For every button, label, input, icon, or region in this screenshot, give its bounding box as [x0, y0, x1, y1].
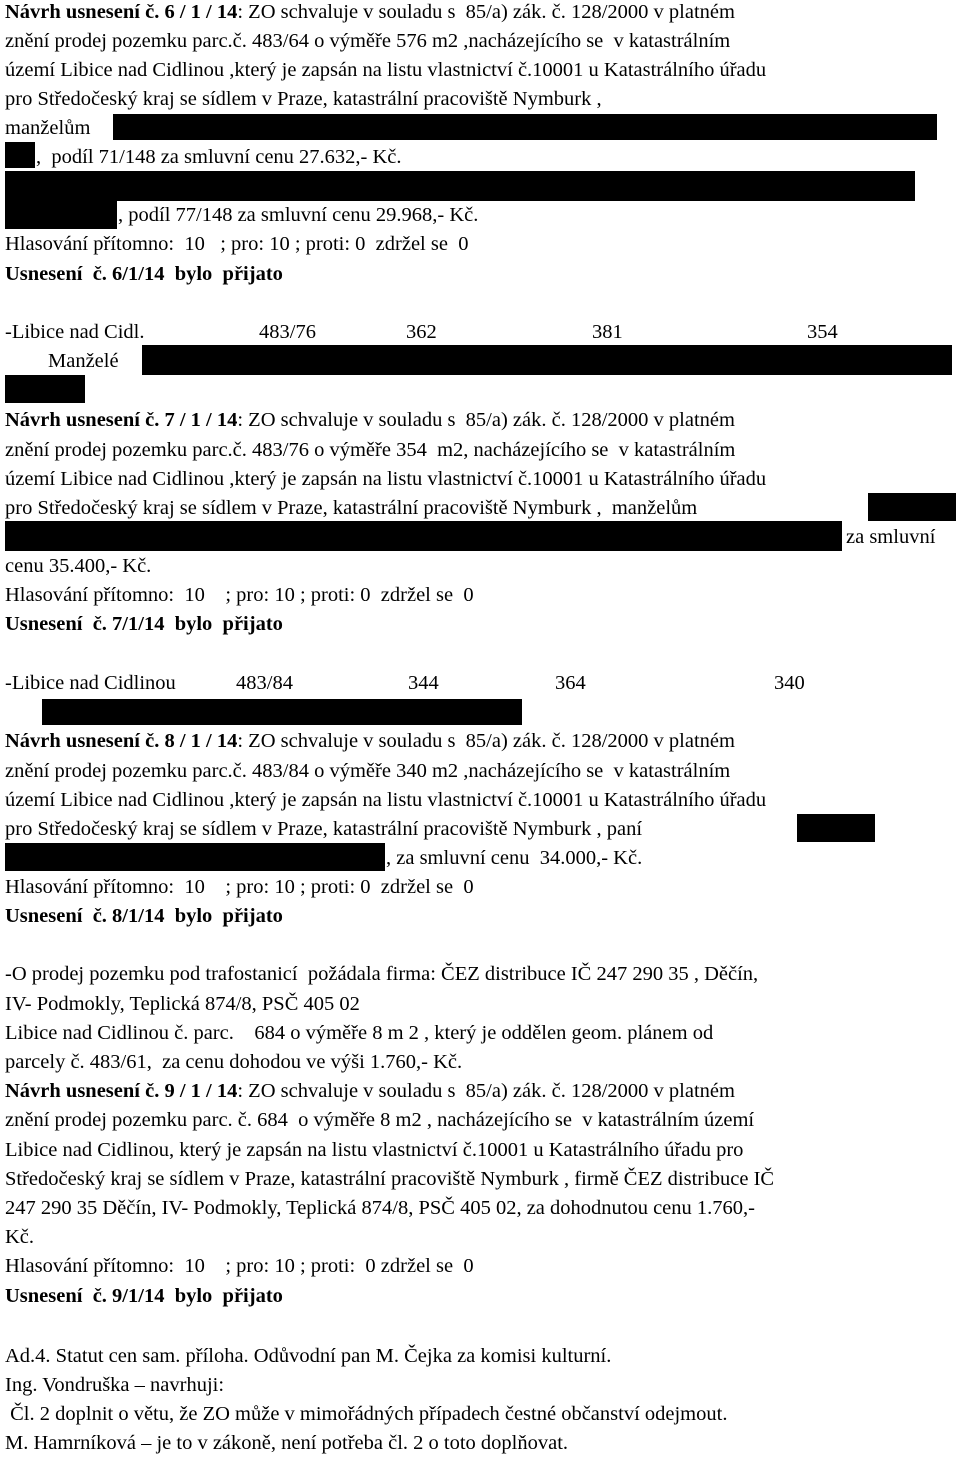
resolution-6-share-1: , podíl 71/148 za smluvní cenu 27.632,- Kč. [36, 146, 402, 168]
redacted-name [797, 814, 875, 842]
resolution-7-label: Návrh usnesení č. 7 / 1 / 14 [5, 409, 238, 431]
resolution-7-price-label: za smluvní [846, 526, 936, 548]
resolution-6-line: pro Středočeský kraj se sídlem v Praze, katastrální pracoviště Nymburk , [5, 88, 602, 110]
resolution-8-line: znění prodej pozemku parc.č. 483/84 o výměře 340 m2 ,nacházejícího se v katastrálním [5, 760, 731, 782]
agenda-item-4-line: Čl. 2 doplnit o větu, že ZO může v mimořádných případech čestné občanství odejmout. [5, 1403, 728, 1425]
redacted-name [868, 493, 956, 521]
redacted-name [42, 699, 522, 725]
cez-request-line: IV- Podmokly, Teplická 874/8, PSČ 405 02 [5, 993, 360, 1015]
agenda-item-4-line: Ing. Vondruška – navrhuji: [5, 1374, 225, 1396]
resolution-9-line: znění prodej pozemku parc. č. 684 o výměře 8 m2 , nacházejícího se v katastrálním území [5, 1109, 755, 1131]
cez-request-line: -O prodej pozemku pod trafostanicí požádala firma: ČEZ distribuce IČ 247 290 35 , Děčín, [5, 963, 759, 985]
resolution-6-result: Usnesení č. 6/1/14 bylo přijato [5, 263, 283, 285]
parcel-row-84-name: -Libice nad Cidlinou [5, 672, 176, 694]
redacted-name [5, 142, 35, 168]
cez-request-line: parcely č. 483/61, za cenu dohodou ve výši 1.760,- Kč. [5, 1051, 463, 1073]
redacted-name [5, 171, 915, 201]
vote-line-8: Hlasování přítomno: 10 ; pro: 10 ; proti: 0 zdržel se 0 [5, 876, 474, 898]
resolution-7-title: Návrh usnesení č. 7 / 1 / 14: ZO schvaluje v souladu s 85/a) zák. č. 128/2000 v platném [5, 409, 735, 431]
resolution-9-label: Návrh usnesení č. 9 / 1 / 14 [5, 1080, 238, 1102]
resolution-8-line: pro Středočeský kraj se sídlem v Praze, katastrální pracoviště Nymburk , paní [5, 818, 643, 840]
resolution-6-label: Návrh usnesení č. 6 / 1 / 14 [5, 1, 238, 23]
resolution-6-line: manželům [5, 117, 91, 139]
resolution-8-line: území Libice nad Cidlinou ,který je zapsán na listu vlastnictví č.10001 u Katastrálního úřadu [5, 789, 767, 811]
resolution-8-price: , za smluvní cenu 34.000,- Kč. [386, 847, 643, 869]
agenda-item-4: Ad.4. Statut cen sam. příloha. Odůvodní pan M. Čejka za komisi kulturní. [5, 1345, 612, 1367]
resolution-9-line: Libice nad Cidlinou, který je zapsán na listu vlastnictví č.10001 u Katastrálního úřadu pro [5, 1139, 744, 1161]
cez-request-line: Libice nad Cidlinou č. parc. 684 o výměře 8 m 2 , který je oddělen geom. plánem od [5, 1022, 714, 1044]
resolution-8-result: Usnesení č. 8/1/14 bylo přijato [5, 905, 283, 927]
parcel-row-76-c1: 362 [406, 321, 437, 343]
parcel-row-76-c2: 381 [592, 321, 623, 343]
resolution-7-line: znění prodej pozemku parc.č. 483/76 o výměře 354 m2, nacházejícího se v katastrálním [5, 439, 736, 461]
resolution-9-line: Kč. [5, 1226, 35, 1248]
parcel-row-84-c2: 364 [555, 672, 586, 694]
agenda-item-4-line: M. Hamrníková – je to v zákoně, není potřeba čl. 2 o toto doplňovat. [5, 1432, 569, 1454]
resolution-9-result: Usnesení č. 9/1/14 bylo přijato [5, 1285, 283, 1307]
resolution-7-result: Usnesení č. 7/1/14 bylo přijato [5, 613, 283, 635]
resolution-9-line: 247 290 35 Děčín, IV- Podmokly, Teplická 874/8, PSČ 405 02, za dohodnutou cenu 1.760,- [5, 1197, 755, 1219]
redacted-name [5, 201, 117, 229]
resolution-6-share-2: , podíl 77/148 za smluvní cenu 29.968,- Kč. [118, 204, 479, 226]
parcel-row-76-c3: 354 [807, 321, 838, 343]
resolution-8-label: Návrh usnesení č. 8 / 1 / 14 [5, 730, 238, 752]
parcel-row-84-c1: 344 [408, 672, 439, 694]
resolution-6-line: znění prodej pozemku parc.č. 483/64 o výměře 576 m2 ,nacházejícího se v katastrálním [5, 30, 731, 52]
parcel-row-76-name: -Libice nad Cidl. [5, 321, 145, 343]
resolution-9-title: Návrh usnesení č. 9 / 1 / 14: ZO schvaluje v souladu s 85/a) zák. č. 128/2000 v platném [5, 1080, 735, 1102]
redacted-name [142, 345, 952, 375]
resolution-9-line: Středočeský kraj se sídlem v Praze, katastrální pracoviště Nymburk , firmě ČEZ distribuce IČ [5, 1168, 775, 1190]
resolution-7-line: pro Středočeský kraj se sídlem v Praze, katastrální pracoviště Nymburk , manželům [5, 497, 698, 519]
parcel-row-84-parcel: 483/84 [236, 672, 293, 694]
resolution-7-price: cenu 35.400,- Kč. [5, 555, 152, 577]
parcel-row-76-parcel: 483/76 [259, 321, 316, 343]
redacted-name [5, 375, 85, 403]
vote-line-7: Hlasování přítomno: 10 ; pro: 10 ; proti: 0 zdržel se 0 [5, 584, 474, 606]
resolution-6-line: území Libice nad Cidlinou ,který je zapsán na listu vlastnictví č.10001 u Katastrálního úřadu [5, 59, 767, 81]
resolution-7-line: území Libice nad Cidlinou ,který je zapsán na listu vlastnictví č.10001 u Katastrálního úřadu [5, 468, 767, 490]
vote-line-9: Hlasování přítomno: 10 ; pro: 10 ; proti: 0 zdržel se 0 [5, 1255, 474, 1277]
resolution-6-title: Návrh usnesení č. 6 / 1 / 14: ZO schvaluje v souladu s 85/a) zák. č. 128/2000 v platném [5, 1, 735, 23]
resolution-8-title: Návrh usnesení č. 8 / 1 / 14: ZO schvaluje v souladu s 85/a) zák. č. 128/2000 v platném [5, 730, 735, 752]
parcel-row-76-buyer: Manželé [48, 350, 119, 372]
redacted-name [113, 114, 937, 140]
vote-line-6: Hlasování přítomno: 10 ; pro: 10 ; proti: 0 zdržel se 0 [5, 233, 469, 255]
redacted-name [5, 521, 842, 551]
parcel-row-84-c3: 340 [774, 672, 805, 694]
redacted-name [5, 843, 385, 871]
